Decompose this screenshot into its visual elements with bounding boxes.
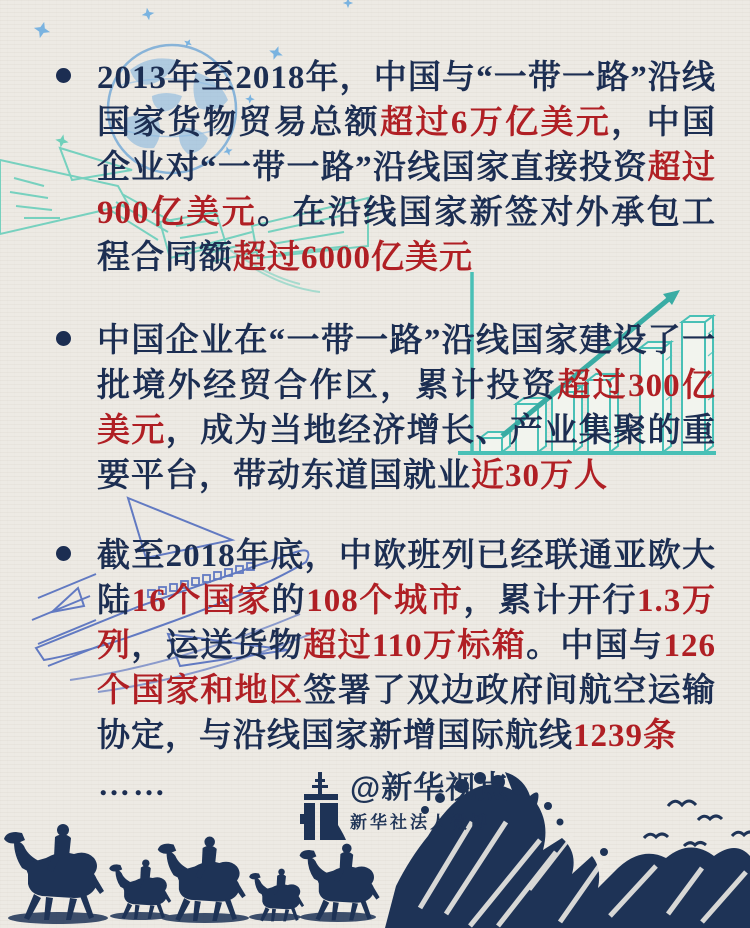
- weibo-handle: @新华视点: [350, 770, 510, 805]
- bullet-marker: [56, 68, 71, 83]
- text-segment: 126个国家和地区: [97, 628, 717, 709]
- text-segment: 近30万人: [471, 458, 608, 494]
- text-segment: ，累计开行: [463, 583, 638, 619]
- text-segment: 签署了双边政府间航空运输协定，与沿线国家新增国际航线: [97, 673, 717, 754]
- weibo-subtitle: 新华社法人微博: [350, 813, 490, 832]
- text-segment: 。在沿线国家新签对外承包工程合同额: [97, 195, 716, 276]
- text-segment: ，中国企业对“一带一路”沿线国家直接投资: [97, 105, 717, 186]
- text-segment: 超过300亿美元: [97, 368, 716, 449]
- text-segment: 超过900亿美元: [97, 150, 717, 231]
- text-segment: 超过6万亿美元: [380, 105, 612, 141]
- text-segment: 超过110万标箱: [303, 628, 527, 664]
- bullet-item-trade: [0, 56, 716, 281]
- text-segment: 1239条: [573, 718, 677, 754]
- text-segment: 2013年至2018年，中国与“一带一路”沿线国家货物贸易总额: [97, 60, 716, 141]
- bullet-text: [97, 319, 716, 499]
- footer-text: [350, 770, 509, 846]
- bullet-marker: [56, 546, 71, 561]
- bullet-item-china-europe-trains: [0, 534, 716, 759]
- text-segment: 108个城市: [306, 583, 464, 619]
- xinhua-logo: [296, 770, 509, 846]
- bullet-marker: [56, 331, 71, 346]
- bullet-text: [97, 56, 716, 281]
- text-segment: ，运送货物: [131, 628, 304, 664]
- text-segment: 截至2018年底，中欧班列已经联通亚欧大陆: [97, 538, 716, 619]
- text-segment: 超过6000亿美元: [233, 240, 473, 276]
- bullet-text: [97, 534, 716, 759]
- bullet-item-cooperation-zones: [0, 319, 716, 499]
- xinhua-monument-icon: [296, 770, 346, 846]
- ellipsis-text: ……: [98, 766, 168, 802]
- text-segment: 的: [271, 583, 307, 619]
- text-segment: 。中国与: [526, 628, 664, 664]
- text-segment: 1.3万列: [97, 583, 716, 664]
- text-segment: 16个国家: [131, 583, 272, 619]
- text-segment: ，成为当地经济增长、产业集聚的重要平台，带动东道国就业: [97, 413, 717, 494]
- text-segment: 中国企业在“一带一路”沿线国家建设了一批境外经贸合作区，累计投资: [97, 323, 716, 404]
